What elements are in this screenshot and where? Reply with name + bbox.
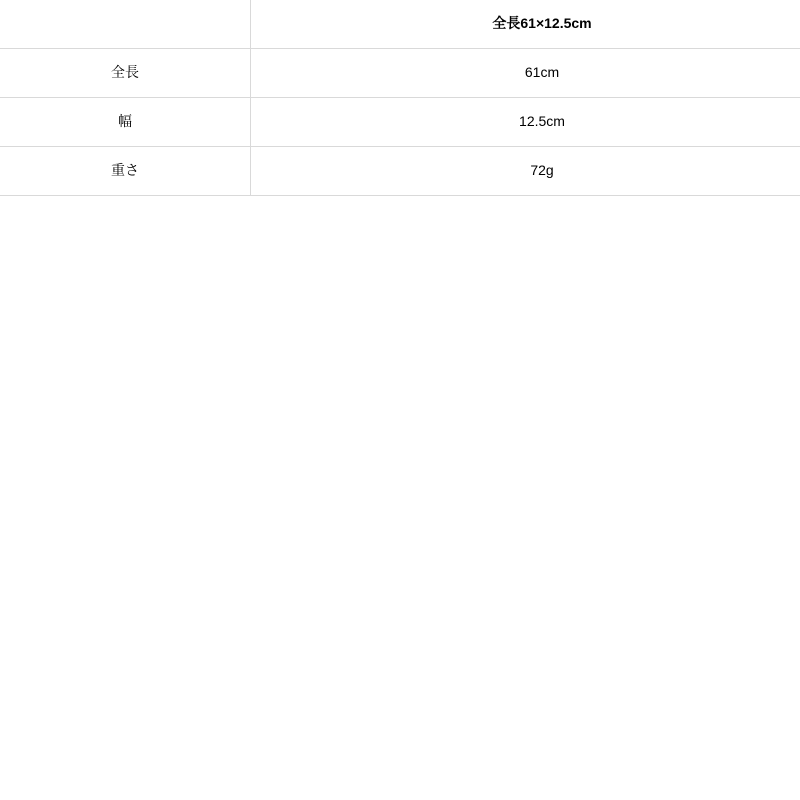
row-value-weight: 72g: [251, 147, 800, 196]
header-label-cell: [0, 0, 251, 49]
table-row: [0, 98, 800, 147]
row-label-weight: 重さ: [0, 147, 251, 196]
table-row: [0, 147, 800, 196]
row-label-width: 幅: [0, 98, 251, 147]
row-value-length: 61cm: [251, 49, 800, 98]
table-row: [0, 49, 800, 98]
row-value-width: 12.5cm: [251, 98, 800, 147]
table-header-row: [0, 0, 800, 49]
row-label-length: 全長: [0, 49, 251, 98]
header-title-cell: 全長61×12.5cm: [251, 0, 800, 49]
specification-table-body: [0, 0, 800, 196]
specification-table: [0, 0, 800, 196]
